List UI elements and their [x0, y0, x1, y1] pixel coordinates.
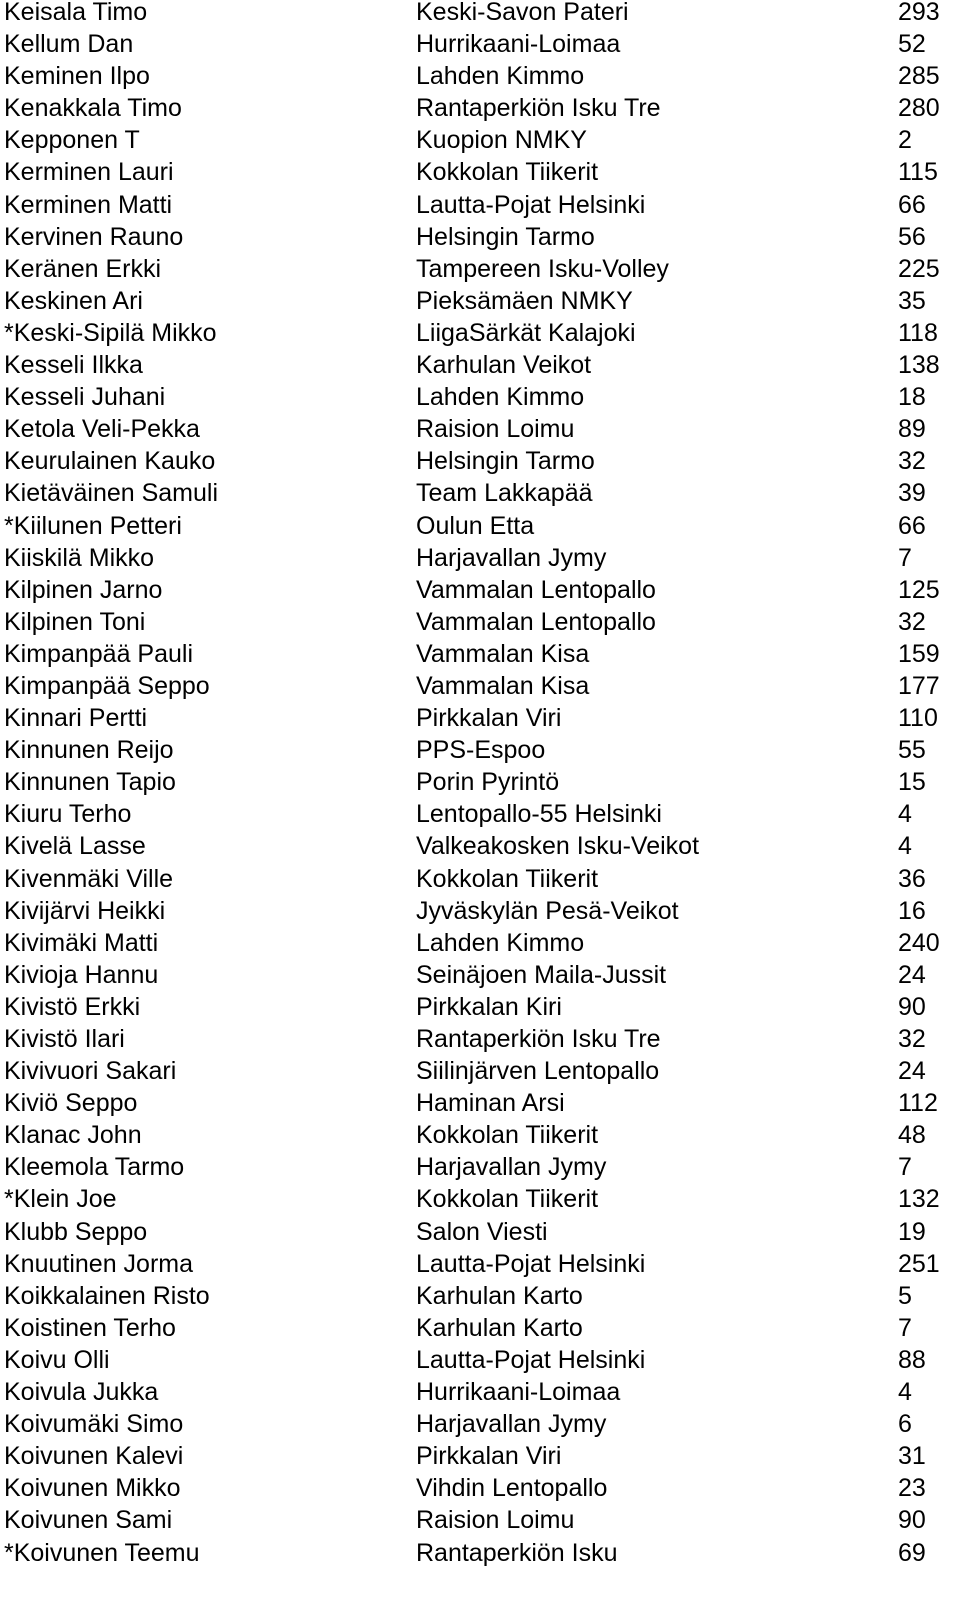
games-count: 36 [898, 864, 926, 893]
club-name: Lautta-Pojat Helsinki [416, 190, 646, 219]
club-name: Karhulan Veikot [416, 351, 592, 380]
table-row [0, 1380, 960, 1412]
player-name: Kivelä Lasse [4, 832, 146, 861]
player-name: Kerminen Matti [4, 190, 173, 219]
player-name: Keskinen Ari [4, 286, 143, 315]
games-count: 110 [898, 704, 938, 733]
table-row [0, 706, 960, 738]
games-count: 177 [898, 671, 940, 700]
player-name: Kinnari Pertti [4, 704, 148, 733]
club-name: Kokkolan Tiikerit [416, 1121, 599, 1150]
club-name: Helsingin Tarmo [416, 222, 595, 251]
player-name: Kivimäki Matti [4, 928, 159, 957]
player-name: Kepponen T [4, 126, 140, 155]
table-row [0, 1059, 960, 1091]
table-row [0, 671, 960, 706]
table-row [0, 1249, 960, 1284]
player-name: Koivunen Sami [4, 1506, 173, 1535]
games-count: 35 [898, 286, 926, 315]
player-name: Kesseli Juhani [4, 383, 166, 412]
player-name: Koivunen Mikko [4, 1474, 181, 1503]
club-name: Seinäjoen Maila-Jussit [416, 960, 667, 989]
club-name: Porin Pyrintö [416, 768, 560, 797]
games-count: 32 [898, 447, 926, 476]
table-row [0, 32, 960, 64]
player-name: *Keski-Sipilä Mikko [4, 318, 217, 347]
table-row [0, 160, 960, 192]
table-row [0, 543, 960, 578]
club-name: Oulun Etta [416, 511, 535, 540]
club-name: PPS-Espoo [416, 736, 546, 765]
player-name: Koivunen Kalevi [4, 1442, 184, 1471]
table-row [0, 1123, 960, 1155]
table-row [0, 928, 960, 963]
table-row [0, 960, 960, 995]
club-name: Vammalan Kisa [416, 639, 590, 668]
table-row [0, 1444, 960, 1476]
games-count: 4 [898, 1378, 912, 1407]
games-count: 31 [898, 1442, 926, 1471]
table-row [0, 1508, 960, 1540]
games-count: 39 [898, 479, 926, 508]
club-name: Salon Viesti [416, 1217, 548, 1246]
games-count: 112 [898, 1089, 938, 1118]
player-name: Kiviö Seppo [4, 1089, 138, 1118]
player-name: Klanac John [4, 1121, 142, 1150]
games-count: 118 [898, 318, 938, 347]
club-name: Harjavallan Jymy [416, 1153, 607, 1182]
player-name: Koivumäki Simo [4, 1410, 184, 1439]
table-row [0, 864, 960, 899]
player-name: Knuutinen Jorma [4, 1249, 194, 1278]
games-count: 7 [898, 1313, 912, 1342]
player-name: Kiuru Terho [4, 800, 132, 829]
club-name: Helsingin Tarmo [416, 447, 595, 476]
club-name: Haminan Arsi [416, 1089, 565, 1118]
table-row [0, 449, 960, 481]
games-count: 66 [898, 190, 926, 219]
club-name: Vammalan Lentopallo [416, 575, 656, 604]
table-row [0, 575, 960, 610]
player-name: Kenakkala Timo [4, 94, 182, 123]
club-name: Lahden Kimmo [416, 62, 585, 91]
games-count: 4 [898, 800, 912, 829]
player-name: Ketola Veli-Pekka [4, 415, 200, 444]
club-name: Siilinjärven Lentopallo [416, 1057, 660, 1086]
games-count: 240 [898, 928, 940, 957]
player-name: Koivu Olli [4, 1345, 110, 1374]
player-name: Kilpinen Toni [4, 607, 146, 636]
player-name: Koistinen Terho [4, 1313, 176, 1342]
table-row [0, 1412, 960, 1444]
table-row [0, 417, 960, 449]
player-name: *Koivunen Teemu [4, 1538, 200, 1567]
player-name: *Klein Joe [4, 1185, 117, 1214]
games-count: 4 [898, 832, 912, 861]
player-name: Kivivuori Sakari [4, 1057, 177, 1086]
games-count: 24 [898, 960, 926, 989]
games-count: 280 [898, 94, 940, 123]
club-name: Rantaperkiön Isku Tre [416, 1025, 661, 1053]
player-name: Koikkalainen Risto [4, 1281, 210, 1310]
club-name: Karhulan Karto [416, 1281, 583, 1310]
player-name: Kivijärvi Heikki [4, 896, 166, 925]
table-row [0, 639, 960, 674]
table-row [0, 1217, 960, 1252]
player-name: Kesseli Ilkka [4, 351, 143, 380]
games-count: 23 [898, 1474, 926, 1503]
club-name: Tampereen Isku-Volley [416, 254, 669, 283]
table-row [0, 1345, 960, 1380]
club-name: Vihdin Lentopallo [416, 1474, 608, 1503]
table-row [0, 286, 960, 321]
player-name: Kivenmäki Ville [4, 864, 174, 893]
games-count: 89 [898, 415, 926, 444]
player-name: Kimpanpää Seppo [4, 671, 210, 700]
table-row [0, 1091, 960, 1123]
player-name: *Kiilunen Petteri [4, 511, 182, 540]
table-row [0, 1187, 960, 1219]
club-name: Valkeakosken Isku-Veikot [416, 832, 700, 861]
club-name: Lahden Kimmo [416, 928, 585, 957]
club-name: Keski-Savon Pateri [416, 0, 629, 26]
club-name: Harjavallan Jymy [416, 543, 607, 572]
games-count: 5 [898, 1281, 912, 1310]
player-name: Kilpinen Jarno [4, 575, 163, 604]
table-row [0, 353, 960, 385]
games-count: 55 [898, 736, 926, 765]
player-name: Kiiskilä Mikko [4, 543, 155, 572]
club-name: Raision Loimu [416, 1506, 575, 1535]
club-name: Kuopion NMKY [416, 126, 587, 155]
table-row [0, 1155, 960, 1187]
club-name: Kokkolan Tiikerit [416, 864, 599, 893]
table-row [0, 738, 960, 770]
table-row [0, 896, 960, 931]
table-row [0, 385, 960, 417]
table-row [0, 190, 960, 225]
player-name: Kivistö Ilari [4, 1025, 125, 1053]
club-name: Hurrikaani-Loimaa [416, 1378, 621, 1407]
games-count: 293 [898, 0, 940, 26]
player-name: Kivistö Erkki [4, 992, 141, 1021]
club-name: Vammalan Kisa [416, 671, 590, 700]
player-name: Koivula Jukka [4, 1378, 159, 1407]
table-row [0, 481, 960, 513]
club-name: Rantaperkiön Isku Tre [416, 94, 661, 123]
games-count: 24 [898, 1057, 926, 1086]
table-row [0, 128, 960, 160]
table-row [0, 0, 960, 32]
table-row [0, 254, 960, 289]
table-row [0, 96, 960, 128]
club-name: Raision Loimu [416, 415, 575, 444]
club-name: Jyväskylän Pesä-Veikot [416, 896, 679, 925]
games-count: 132 [898, 1185, 940, 1214]
games-count: 285 [898, 62, 940, 91]
games-count: 15 [898, 768, 926, 797]
player-name: Kervinen Rauno [4, 222, 184, 251]
games-count: 69 [898, 1538, 926, 1567]
player-name: Kivioja Hannu [4, 960, 159, 989]
player-name: Kleemola Tarmo [4, 1153, 185, 1182]
club-name: Hurrikaani-Loimaa [416, 30, 621, 59]
player-name: Kerminen Lauri [4, 158, 174, 187]
club-name: Pirkkalan Viri [416, 1442, 562, 1471]
games-count: 115 [898, 158, 938, 187]
games-count: 48 [898, 1121, 926, 1150]
club-name: Karhulan Karto [416, 1313, 583, 1342]
games-count: 18 [898, 383, 926, 412]
games-count: 125 [898, 575, 940, 604]
table-row [0, 770, 960, 802]
games-count: 90 [898, 1506, 926, 1535]
player-name: Kinnunen Reijo [4, 736, 174, 765]
player-name: Kinnunen Tapio [4, 768, 176, 797]
table-row [0, 222, 960, 257]
games-count: 159 [898, 639, 940, 668]
games-count: 225 [898, 254, 940, 283]
club-name: Vammalan Lentopallo [416, 607, 656, 636]
table-row [0, 607, 960, 642]
games-count: 32 [898, 607, 926, 636]
table-row [0, 1476, 960, 1508]
player-name: Klubb Seppo [4, 1217, 148, 1246]
club-name: Rantaperkiön Isku [416, 1538, 618, 1567]
games-count: 52 [898, 30, 926, 59]
club-name: Lautta-Pojat Helsinki [416, 1345, 646, 1374]
games-count: 251 [898, 1249, 940, 1278]
table-row [0, 992, 960, 1027]
player-name: Keminen Ilpo [4, 62, 150, 91]
games-count: 6 [898, 1410, 912, 1439]
games-count: 56 [898, 222, 926, 251]
club-name: Lahden Kimmo [416, 383, 585, 412]
club-name: Pirkkalan Kiri [416, 992, 562, 1021]
games-count: 90 [898, 992, 926, 1021]
club-name: Lautta-Pojat Helsinki [416, 1249, 646, 1278]
table-row [0, 64, 960, 96]
player-name: Kellum Dan [4, 30, 134, 59]
player-name: Kietäväinen Samuli [4, 479, 219, 508]
games-count: 88 [898, 1345, 926, 1374]
games-count: 138 [898, 351, 940, 380]
games-count: 66 [898, 511, 926, 540]
club-name: Kokkolan Tiikerit [416, 158, 599, 187]
games-count: 2 [898, 126, 912, 155]
table-row [0, 1313, 960, 1348]
club-name: Pieksämäen NMKY [416, 286, 633, 315]
games-count: 7 [898, 543, 912, 572]
player-name: Keränen Erkki [4, 254, 162, 283]
table-row [0, 802, 960, 834]
games-count: 32 [898, 1025, 926, 1053]
player-name: Keisala Timo [4, 0, 148, 26]
club-name: Kokkolan Tiikerit [416, 1185, 599, 1214]
table-row [0, 834, 960, 866]
player-name: Keurulainen Kauko [4, 447, 216, 476]
club-name: Team Lakkapää [416, 479, 593, 508]
games-count: 16 [898, 896, 926, 925]
club-name: Pirkkalan Viri [416, 704, 562, 733]
club-name: Lentopallo-55 Helsinki [416, 800, 662, 829]
club-name: Harjavallan Jymy [416, 1410, 607, 1439]
table-row [0, 1281, 960, 1316]
table-row [0, 318, 960, 353]
table-row [0, 511, 960, 546]
table-row [0, 1027, 960, 1059]
player-name: Kimpanpää Pauli [4, 639, 194, 668]
games-count: 7 [898, 1153, 912, 1182]
games-count: 19 [898, 1217, 926, 1246]
club-name: LiigaSärkät Kalajoki [416, 318, 636, 347]
table-row [0, 1538, 960, 1573]
